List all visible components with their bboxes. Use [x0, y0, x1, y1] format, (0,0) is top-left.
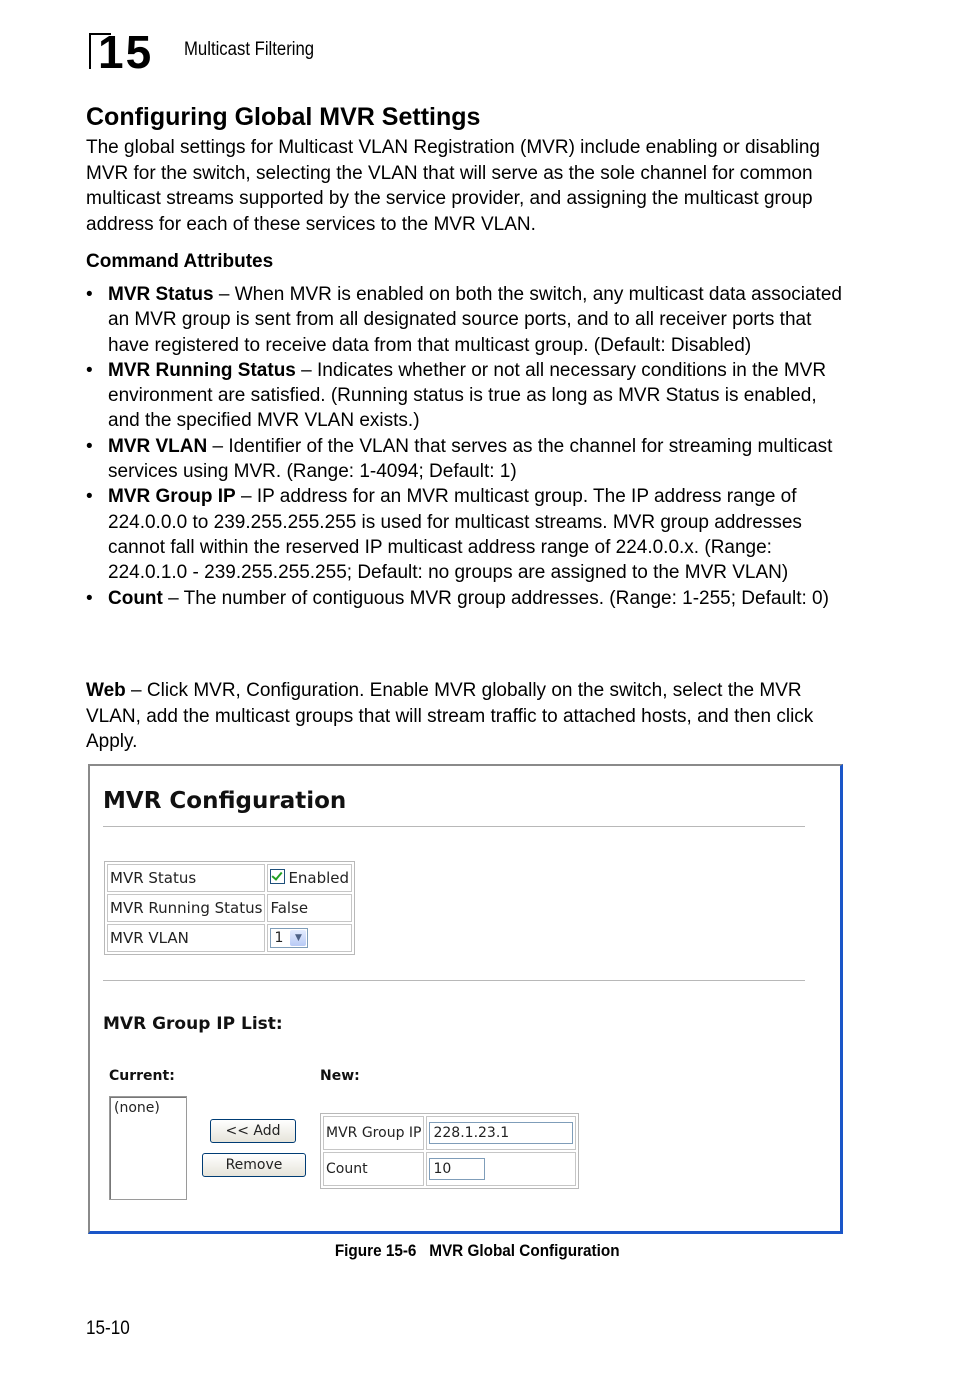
count-input[interactable]: 10	[429, 1158, 485, 1180]
table-row	[323, 1116, 576, 1150]
page-number: 15-10	[86, 1318, 130, 1339]
attribute-desc: – IP address for an MVR multicast group. The IP address range of 224.0.0.0 to 239.255.255.255 is used for multicast streams. MVR group addresses cannot fall within the reserved IP multicast address range of 224.0.0.x. (Range: 224.0.1.0 - 239.255.255.255; Default: no groups are assigned to the MVR VLAN)	[108, 486, 802, 584]
web-term: Web	[86, 680, 126, 701]
count-label: Count	[323, 1152, 424, 1186]
table-row	[107, 864, 352, 892]
add-button[interactable]: << Add	[210, 1119, 296, 1143]
attribute-desc: – Identifier of the VLAN that serves as the channel for streaming multicast services using MVR. (Range: 1-4094; Default: 1)	[108, 435, 833, 483]
attribute-term: MVR Group IP	[108, 486, 236, 508]
group-ip-cell	[426, 1116, 576, 1150]
list-item	[86, 586, 846, 611]
web-desc: – Click MVR, Configuration. Enable MVR globally on the switch, select the MVR VLAN, add the multicast groups that will stream traffic to attached hosts, and then click Apply.	[86, 680, 814, 752]
web-paragraph	[86, 678, 846, 755]
attribute-term: MVR Status	[108, 284, 214, 305]
chevron-down-icon[interactable]: ▼	[290, 930, 306, 946]
divider	[103, 980, 805, 982]
figure-caption	[0, 1240, 954, 1262]
attribute-term: MVR VLAN	[108, 435, 208, 457]
list-item[interactable]: (none)	[114, 1100, 160, 1116]
count-cell	[426, 1152, 576, 1186]
current-group-listbox[interactable]	[109, 1096, 187, 1200]
table-row	[107, 894, 352, 922]
running-status-label: MVR Running Status	[107, 894, 265, 922]
mvr-status-cell	[267, 864, 352, 892]
attribute-desc: – The number of contiguous MVR group addresses. (Range: 1-255; Default: 0)	[162, 587, 829, 609]
command-attributes-heading: Command Attributes	[86, 251, 274, 272]
running-status-value: False	[267, 894, 352, 922]
chapter-number: 15	[98, 26, 154, 78]
attribute-term: Count	[108, 587, 163, 609]
figure-caption-text: Figure 15-6 MVR Global Configuration	[334, 1241, 620, 1260]
list-item	[86, 282, 846, 358]
table-row	[107, 924, 352, 952]
list-item	[86, 358, 846, 434]
remove-button[interactable]: Remove	[202, 1153, 306, 1177]
table-row	[323, 1152, 576, 1186]
group-ip-label: MVR Group IP	[323, 1116, 424, 1150]
group-ip-input[interactable]: 228.1.23.1	[429, 1122, 573, 1144]
list-item	[86, 434, 846, 485]
mvr-settings-table	[104, 861, 355, 955]
enabled-label: Enabled	[288, 869, 350, 887]
mvr-vlan-select[interactable]	[270, 928, 308, 948]
chapter-title: Multicast Filtering	[184, 39, 315, 60]
attribute-list	[86, 282, 846, 611]
list-item	[86, 484, 846, 585]
figure-title: MVR Configuration	[103, 788, 347, 814]
intro-paragraph: The global settings for Multicast VLAN Registration (MVR) include enabling or disabling MVR for the switch, selecting the VLAN that will serve as the sole channel for common multicast streams supported by the service provider, and assigning the multicast group address for each of these services to the MVR VLAN.	[86, 137, 820, 235]
new-group-table	[320, 1113, 579, 1189]
attribute-desc: – Indicates whether or not all necessary conditions in the MVR environment are satisfied. (Running status is true as long as MVR Status is enabled, and the specified MVR VLAN exists.)	[108, 359, 827, 432]
divider	[103, 826, 805, 828]
enabled-checkbox[interactable]	[270, 869, 285, 884]
mvr-configuration-screenshot	[88, 764, 843, 1234]
attribute-desc: – When MVR is enabled on both the switch, any multicast data associated an MVR group is sent from all designated source ports, and to all receiver ports that have registered to receive data from that multicast group. (Default: Disabled)	[108, 284, 842, 356]
current-label: Current:	[109, 1068, 175, 1084]
mvr-vlan-label: MVR VLAN	[107, 924, 265, 952]
mvr-status-label: MVR Status	[107, 864, 265, 892]
mvr-vlan-value: 1	[274, 930, 284, 946]
attribute-term: MVR Running Status	[108, 359, 296, 381]
new-label: New:	[320, 1068, 360, 1084]
section-title: Configuring Global MVR Settings	[86, 103, 481, 131]
mvr-vlan-cell	[267, 924, 352, 952]
group-ip-list-title: MVR Group IP List:	[103, 1014, 283, 1034]
